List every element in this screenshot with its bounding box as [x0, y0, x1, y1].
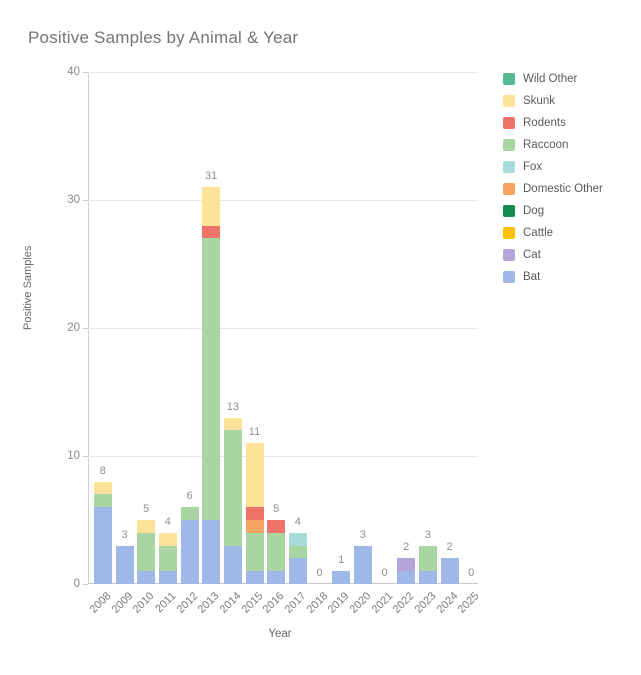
bar-segment[interactable]: [116, 546, 134, 584]
bar-segment[interactable]: [202, 520, 220, 584]
bar-value-label: 11: [248, 426, 261, 439]
y-axis-title: Positive Samples: [22, 245, 34, 330]
bar-segment[interactable]: [419, 546, 437, 572]
bar-segment[interactable]: [202, 238, 220, 520]
y-axis-tick-label: 0: [73, 578, 80, 590]
x-axis-tick-label: 2015: [239, 590, 265, 616]
bar-column[interactable]: [116, 72, 134, 584]
legend-swatch-icon: [503, 227, 515, 239]
y-axis-tick-label: 10: [67, 450, 80, 462]
bar-segment[interactable]: [246, 507, 264, 520]
plot-area: [67, 66, 482, 616]
bar-column[interactable]: [397, 72, 415, 584]
legend-label: Fox: [523, 161, 543, 173]
bar-segment[interactable]: [354, 546, 372, 584]
bar-segment[interactable]: [181, 520, 199, 584]
legend-swatch-icon: [503, 139, 515, 151]
bar-segment[interactable]: [159, 533, 177, 546]
x-axis-tick-label: 2025: [455, 590, 482, 616]
bar-column[interactable]: [332, 72, 350, 584]
x-axis-tick-label: 2017: [282, 590, 309, 616]
bar-value-label: 4: [164, 515, 171, 528]
bar-segment[interactable]: [397, 571, 415, 584]
bar-column[interactable]: [181, 72, 199, 584]
bar-value-label: 3: [424, 528, 431, 541]
bar-column[interactable]: [94, 72, 112, 584]
legend-swatch-icon: [503, 271, 515, 283]
bar-segment[interactable]: [267, 533, 285, 571]
bar-column[interactable]: [137, 72, 155, 584]
x-axis-title: Year: [268, 628, 292, 640]
legend-label: Bat: [523, 271, 541, 283]
legend-item[interactable]: [503, 68, 633, 90]
bar-value-label: 2: [446, 541, 453, 554]
bar-column[interactable]: [267, 72, 285, 584]
bar-segment[interactable]: [246, 520, 264, 533]
bar-column[interactable]: [311, 72, 329, 584]
chart-title: Positive Samples by Animal & Year: [28, 28, 299, 47]
bar-value-label: 0: [316, 567, 323, 579]
legend-label: Domestic Other: [523, 183, 603, 195]
x-axis-tick-label: 2019: [325, 590, 352, 616]
bar-value-label: 1: [338, 554, 345, 567]
x-axis-tick-label: 2010: [130, 590, 157, 616]
legend-item[interactable]: [503, 244, 633, 266]
bar-value-label: 0: [381, 567, 388, 579]
legend-swatch-icon: [503, 161, 515, 173]
bar-column[interactable]: [224, 72, 242, 584]
bar-value-label: 0: [468, 567, 475, 579]
legend-item[interactable]: [503, 266, 633, 288]
bar-value-label: 5: [143, 503, 150, 515]
y-axis-tick-mark: [83, 328, 88, 329]
x-axis-tick-label: 2012: [174, 590, 200, 616]
bar-segment[interactable]: [94, 494, 112, 507]
y-axis-tick-label: 40: [67, 66, 80, 78]
x-axis-tick-label: 2022: [390, 590, 417, 616]
x-axis-tick-label: 2020: [347, 590, 374, 616]
bar-segment[interactable]: [94, 507, 112, 584]
legend-label: Rodents: [523, 117, 566, 129]
bar-column[interactable]: [202, 72, 220, 584]
bar-column[interactable]: [462, 72, 480, 584]
bar-segment[interactable]: [332, 571, 350, 584]
legend-item[interactable]: [503, 134, 633, 156]
bar-segment[interactable]: [246, 533, 264, 571]
bar-segment[interactable]: [246, 571, 264, 584]
legend-label: Dog: [523, 205, 545, 217]
x-axis-tick-label: 2021: [369, 590, 395, 616]
bar-value-label: 31: [205, 170, 218, 183]
legend-item[interactable]: [503, 112, 633, 134]
legend: [503, 68, 633, 288]
x-axis-tick-label: 2014: [217, 590, 244, 616]
bar-segment[interactable]: [397, 558, 415, 571]
x-axis-tick-label: 2024: [434, 590, 460, 616]
x-axis-tick-label: 2023: [412, 590, 439, 616]
legend-label: Cat: [523, 249, 541, 261]
legend-swatch-icon: [503, 95, 515, 107]
bar-column[interactable]: [246, 72, 264, 584]
bar-value-label: 5: [273, 503, 280, 515]
legend-swatch-icon: [503, 183, 515, 195]
x-axis-tick-label: 2011: [153, 590, 179, 616]
bar-segment[interactable]: [181, 507, 199, 520]
bar-segment[interactable]: [224, 418, 242, 431]
legend-swatch-icon: [503, 249, 515, 261]
bar-value-label: 6: [186, 490, 193, 503]
legend-item[interactable]: [503, 156, 633, 178]
y-axis-tick-label: 20: [67, 322, 80, 334]
x-axis-tick-label: 2018: [304, 590, 330, 616]
bar-segment[interactable]: [419, 571, 437, 584]
bar-segment[interactable]: [289, 558, 307, 584]
legend-label: Raccoon: [523, 139, 569, 151]
bar-column[interactable]: [441, 72, 459, 584]
bar-segment[interactable]: [246, 443, 264, 507]
legend-swatch-icon: [503, 117, 515, 129]
bar-segment[interactable]: [224, 430, 242, 545]
legend-swatch-icon: [503, 205, 515, 217]
bar-value-label: 3: [121, 528, 128, 541]
bar-segment[interactable]: [224, 546, 242, 584]
legend-item[interactable]: [503, 200, 633, 222]
bar-segment[interactable]: [441, 558, 459, 584]
y-axis-tick-mark: [83, 200, 88, 201]
x-axis-tick-label: 2008: [87, 590, 114, 616]
x-axis-tick-label: 2013: [195, 590, 222, 616]
y-axis-tick-mark: [83, 456, 88, 457]
y-axis-tick-mark: [83, 72, 88, 73]
bar-value-label: 3: [359, 528, 366, 541]
x-axis-tick-label: 2016: [260, 590, 287, 616]
bar-segment[interactable]: [202, 226, 220, 239]
legend-item[interactable]: [503, 222, 633, 244]
bar-column[interactable]: [376, 72, 394, 584]
bar-segment[interactable]: [137, 571, 155, 584]
bar-segment[interactable]: [289, 533, 307, 546]
legend-item[interactable]: [503, 90, 633, 112]
legend-label: Cattle: [523, 227, 554, 239]
bar-segment[interactable]: [267, 520, 285, 533]
y-axis-tick-mark: [83, 584, 88, 585]
bar-segment[interactable]: [267, 571, 285, 584]
bar-segment[interactable]: [94, 482, 112, 495]
bar-column[interactable]: [159, 72, 177, 584]
bar-segment[interactable]: [137, 520, 155, 533]
bar-segment[interactable]: [159, 571, 177, 584]
legend-label: Skunk: [523, 95, 555, 107]
legend-item[interactable]: [503, 178, 633, 200]
bar-segment[interactable]: [289, 546, 307, 559]
bar-value-label: 13: [226, 400, 239, 413]
legend-swatch-icon: [503, 73, 515, 85]
bar-value-label: 4: [294, 515, 301, 528]
y-axis-tick-label: 30: [67, 194, 80, 206]
bar-value-label: 8: [99, 464, 106, 477]
bar-column[interactable]: [354, 72, 372, 584]
bar-column[interactable]: [289, 72, 307, 584]
bar-segment[interactable]: [137, 533, 155, 571]
bar-segment[interactable]: [159, 546, 177, 572]
bar-segment[interactable]: [202, 187, 220, 225]
bar-column[interactable]: [419, 72, 437, 584]
legend-label: Wild Other: [523, 73, 578, 85]
x-axis-tick-label: 2009: [109, 590, 135, 616]
bar-value-label: 2: [403, 541, 410, 554]
